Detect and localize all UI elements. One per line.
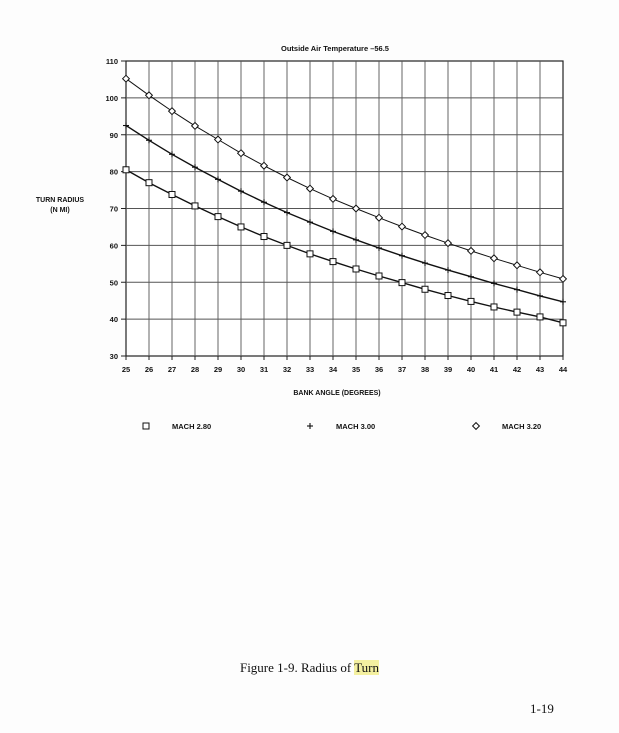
- y-axis: [105, 57, 126, 361]
- legend-marker-square: [143, 423, 149, 429]
- legend-label: MACH 2.80: [172, 422, 212, 431]
- x-tick-label: 41: [489, 365, 499, 374]
- data-point: [330, 259, 336, 265]
- page-number: 1-19: [530, 701, 554, 716]
- data-point: [261, 234, 267, 240]
- x-tick-label: 32: [282, 365, 292, 374]
- data-point: [445, 293, 451, 299]
- y-tick-label: 50: [109, 278, 118, 288]
- caption-text: Figure 1-9. Radius of: [239, 660, 355, 675]
- legend-marker-diamond: [473, 423, 480, 430]
- x-tick-label: 44: [558, 365, 568, 374]
- y-tick-label: 110: [105, 57, 118, 66]
- legend-label: MACH 3.20: [502, 422, 542, 431]
- data-point: [123, 167, 129, 173]
- data-point: [215, 214, 221, 220]
- x-tick-label: 36: [374, 365, 384, 374]
- x-tick-label: 42: [512, 365, 522, 374]
- x-tick-label: 28: [190, 365, 200, 374]
- y-tick-label: 80: [109, 167, 118, 177]
- x-tick-label: 26: [144, 365, 154, 374]
- x-tick-label: 29: [213, 365, 223, 374]
- x-tick-label: 40: [466, 365, 476, 374]
- x-tick-label: 38: [420, 365, 430, 374]
- x-axis: [122, 356, 568, 374]
- figure-caption: [0, 660, 619, 676]
- legend: [143, 422, 541, 431]
- y-tick-label: 100: [105, 93, 118, 103]
- legend-item: [143, 422, 211, 431]
- legend-label: MACH 3.00: [336, 422, 376, 431]
- data-point: [560, 320, 566, 326]
- x-tick-label: 37: [397, 365, 407, 374]
- y-tick-label: 90: [109, 130, 118, 140]
- y-axis-label-line2: (N MI): [50, 207, 70, 214]
- x-tick-label: 34: [328, 365, 338, 374]
- y-tick-label: 30: [109, 352, 118, 361]
- x-tick-label: 31: [259, 365, 269, 374]
- legend-marker-plus: [307, 423, 313, 429]
- x-tick-label: 35: [351, 365, 361, 374]
- data-point: [192, 203, 198, 209]
- data-point: [422, 286, 428, 292]
- data-point: [353, 266, 359, 272]
- data-point: [514, 309, 520, 315]
- data-point: [307, 251, 313, 257]
- x-tick-label: 33: [305, 365, 315, 374]
- legend-item: [473, 422, 542, 431]
- legend-item: [307, 422, 375, 431]
- y-tick-label: 60: [109, 241, 118, 251]
- data-point: [491, 304, 497, 310]
- data-point: [169, 191, 175, 197]
- x-tick-label: 39: [443, 365, 453, 374]
- data-point: [399, 280, 405, 286]
- data-point: [468, 298, 474, 304]
- chart-title: Outside Air Temperature –56.5: [281, 44, 389, 53]
- x-tick-label: 25: [121, 365, 131, 374]
- y-axis-label-line1: TURN RADIUS: [35, 197, 85, 204]
- caption-highlighted-word: Turn: [354, 660, 380, 675]
- y-tick-label: 70: [109, 204, 118, 214]
- x-tick-label: 27: [167, 365, 177, 374]
- y-tick-label: 40: [109, 315, 118, 325]
- x-axis-label: BANK ANGLE (DEGREES): [293, 390, 381, 397]
- data-point: [146, 180, 152, 186]
- data-point: [537, 314, 543, 320]
- data-point: [284, 242, 290, 248]
- data-point: [376, 273, 382, 279]
- x-tick-label: 30: [236, 365, 246, 374]
- x-tick-label: 43: [535, 365, 545, 374]
- data-point: [238, 224, 244, 230]
